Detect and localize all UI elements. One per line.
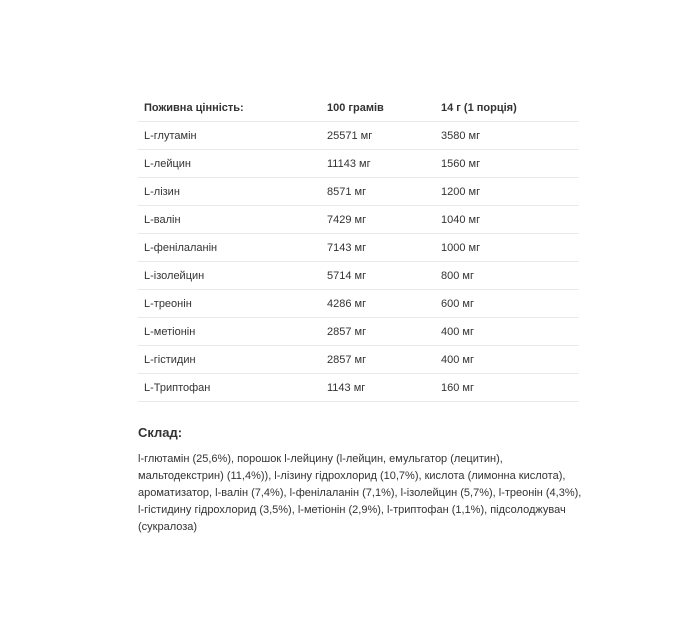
table-row [138,206,579,234]
table-row [138,150,579,178]
composition-title: Склад: [138,425,183,440]
table-row [138,318,579,346]
table-row [138,346,579,374]
nutrient-name: L-ізолейцин [138,262,321,290]
table-row [138,122,579,150]
nutrient-name: L-гістидин [138,346,321,374]
table-row [138,234,579,262]
amount-per-serving: 1200 мг [435,178,579,206]
amount-per-100g: 1143 мг [321,374,435,402]
nutrient-name: L-Триптофан [138,374,321,402]
nutrient-name: L-лейцин [138,150,321,178]
nutrient-name: L-лізин [138,178,321,206]
amount-per-serving: 400 мг [435,346,579,374]
amount-per-100g: 4286 мг [321,290,435,318]
nutrient-name: L-глутамін [138,122,321,150]
table-row [138,262,579,290]
table-header-row [138,94,579,122]
amount-per-100g: 2857 мг [321,318,435,346]
nutrition-table [138,94,579,402]
amount-per-serving: 600 мг [435,290,579,318]
table-row [138,374,579,402]
amount-per-100g: 5714 мг [321,262,435,290]
amount-per-serving: 3580 мг [435,122,579,150]
amount-per-100g: 2857 мг [321,346,435,374]
nutrient-name: L-метіонін [138,318,321,346]
amount-per-100g: 7429 мг [321,206,435,234]
amount-per-serving: 800 мг [435,262,579,290]
nutrient-name: L-фенілаланін [138,234,321,262]
nutrient-name: L-валін [138,206,321,234]
amount-per-serving: 160 мг [435,374,579,402]
composition-text: l-глютамін (25,6%), порошок l-лейцину (l-лейцин, емульгатор (лецитин), мальтодекстрин) (11,4%)), l-лізину гідрохлорид (10,7%), кислота (лимонна кислота), ароматизатор, l-валін (7,4%), l-фенілаланін (7,1%), l-ізолейцин (5,7%), l-треонін (4,3%), l-гістидину гідрохлорид (3,5%), l-метіонін (2,9%), l-триптофан (1,1%), підсолоджувач (сукралоза) [138,453,582,533]
amount-per-100g: 7143 мг [321,234,435,262]
composition-section [138,424,583,536]
amount-per-serving: 1560 мг [435,150,579,178]
amount-per-100g: 8571 мг [321,178,435,206]
amount-per-serving: 400 мг [435,318,579,346]
amount-per-serving: 1040 мг [435,206,579,234]
table-row [138,178,579,206]
table-row [138,290,579,318]
nutrient-name: L-треонін [138,290,321,318]
header-per-serving: 14 г (1 порція) [435,94,579,122]
amount-per-100g: 11143 мг [321,150,435,178]
amount-per-100g: 25571 мг [321,122,435,150]
header-per-100g: 100 грамів [321,94,435,122]
amount-per-serving: 1000 мг [435,234,579,262]
header-nutrient: Поживна цінність: [138,94,321,122]
